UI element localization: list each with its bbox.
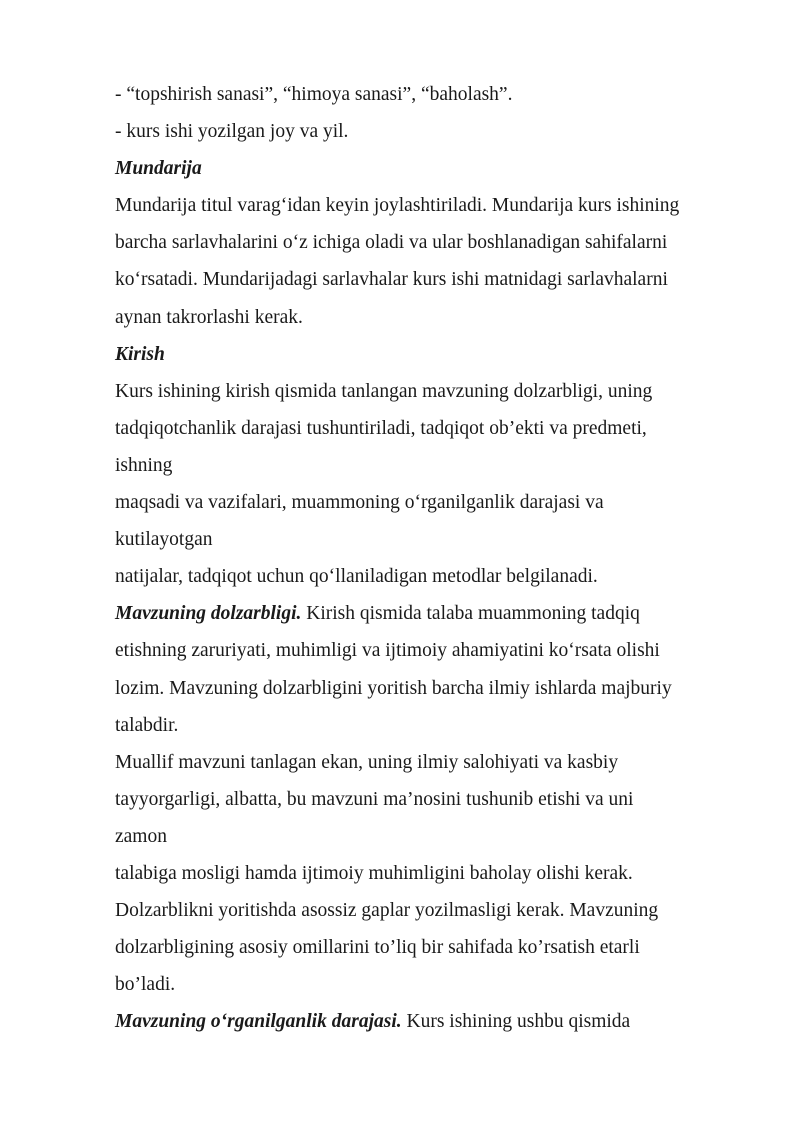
paragraph-organilganlik-darajasi: Mavzuning o‘rganilganlik darajasi. Kurs ishining ushbu qismida [115,1011,631,1033]
text-line: zamon [115,825,167,847]
text-line: talabiga mosligi hamda ijtimoiy muhimligini baholay olishi kerak. [115,862,633,884]
paragraph-mavzuning-dolzarbligi: Mavzuning dolzarbligi. Kirish qismida talaba muammoning tadqiq [115,603,640,625]
text-line: Kurs ishining kirish qismida tanlangan mavzuning dolzarbligi, uning [115,380,653,402]
inline-heading: Mavzuning o‘rganilganlik darajasi. [115,1011,402,1033]
inline-heading: Mavzuning dolzarbligi. [115,603,302,625]
text-line: talabdir. [115,714,179,736]
section-heading-kirish: Kirish [115,343,165,365]
text-line: dolzarbligining asosiy omillarini to’liq bir sahifada ko’rsatish etarli [115,937,640,959]
text-line: bo’ladi. [115,974,176,996]
text-line: kutilayotgan [115,529,213,551]
text-line: - kurs ishi yozilgan joy va yil. [115,121,349,143]
text-line: - “topshirish sanasi”, “himoya sanasi”, “baholash”. [115,84,513,105]
text-line: Dolzarblikni yoritishda asossiz gaplar yozilmasligi kerak. Mavzuning [115,900,659,922]
document-page [115,76,755,1040]
text-line: etishning zaruriyati, muhimligi va ijtimoiy ahamiyatini ko‘rsata olishi [115,640,660,662]
text-line: ko‘rsatadi. Mundarijadagi sarlavhalar kurs ishi matnidagi sarlavhalarni [115,269,668,291]
text-line: maqsadi va vazifalari, muammoning o‘rganilganlik darajasi va [115,492,604,514]
text-line: aynan takrorlashi kerak. [115,306,303,328]
text-line: tadqiqotchanlik darajasi tushuntiriladi, tadqiqot ob’ekti va predmeti, [115,417,647,439]
text-line: lozim. Mavzuning dolzarbligini yoritish barcha ilmiy ishlarda majburiy [115,677,672,699]
text-line: tayyorgarligi, albatta, bu mavzuni ma’nosini tushunib etishi va uni [115,788,634,810]
text-line: Muallif mavzuni tanlagan ekan, uning ilmiy salohiyati va kasbiy [115,751,619,773]
section-heading-mundarija: Mundarija [115,158,202,180]
text-line: natijalar, tadqiqot uchun qo‘llaniladigan metodlar belgilanadi. [115,566,598,588]
text-line: barcha sarlavhalarini o‘z ichiga oladi va ular boshlanadigan sahifalarni [115,232,668,254]
text-line: Mundarija titul varag‘idan keyin joylashtiriladi. Mundarija kurs ishining [115,195,680,217]
text-line: ishning [115,454,173,476]
